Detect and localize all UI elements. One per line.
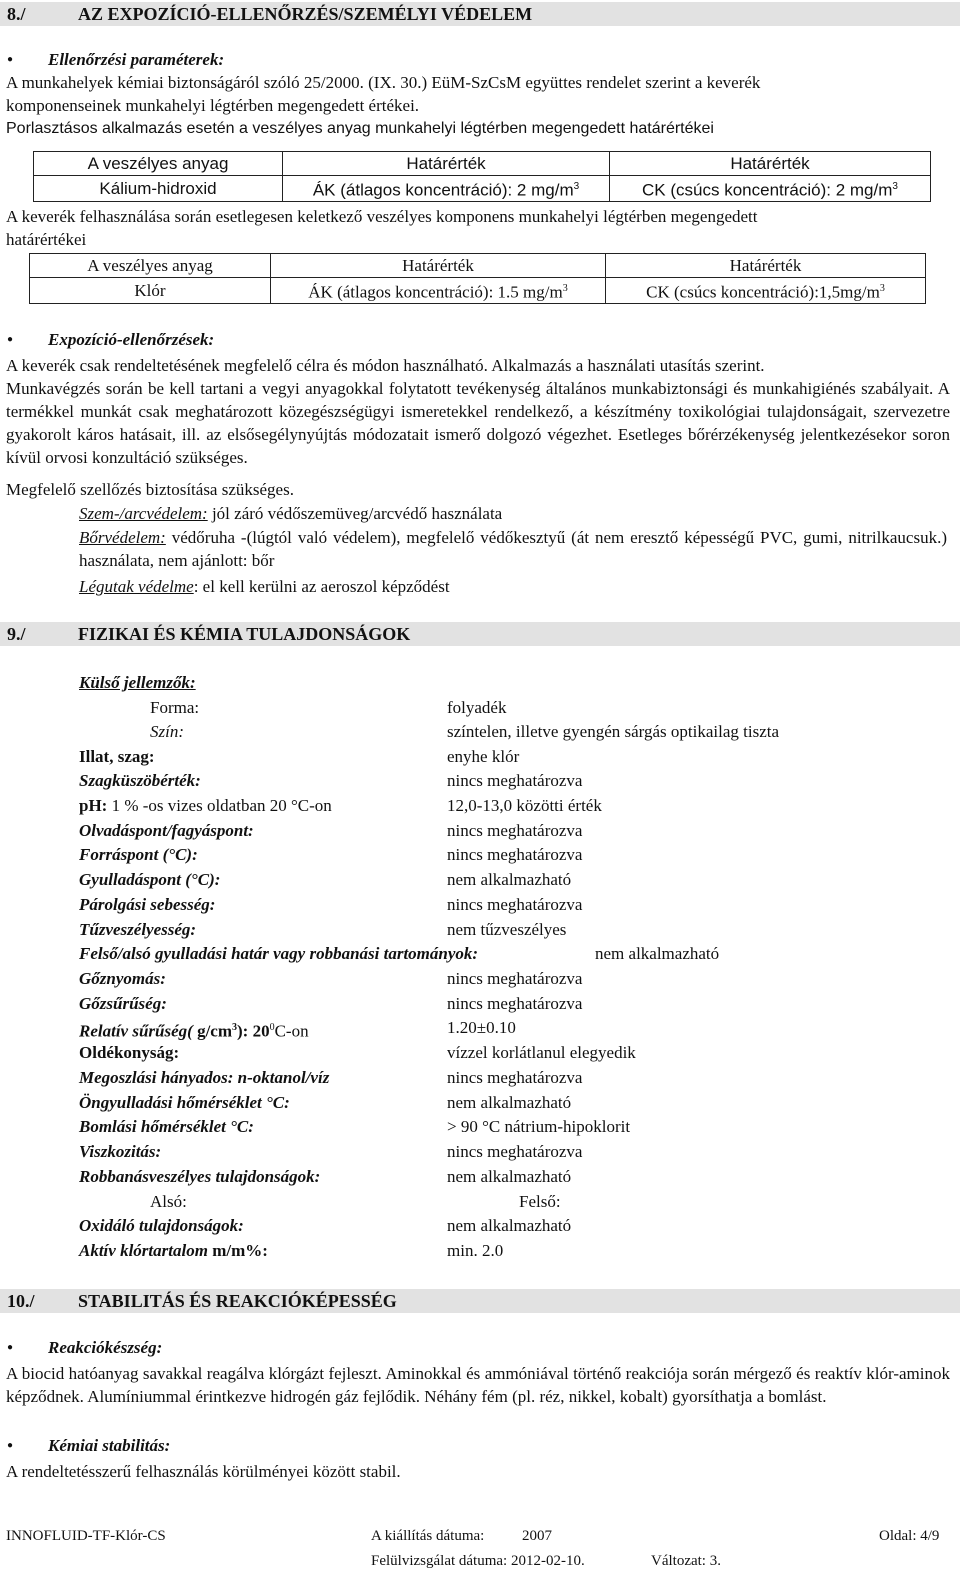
prop-value: nincs meghatározva (447, 895, 583, 914)
section-title: STABILITÁS ÉS REAKCIÓKÉPESSÉG (78, 1291, 397, 1311)
exposure-paragraph-3: Megfelelő szellőzés biztosítása szükséges. (6, 480, 294, 499)
prop-label: Illat, szag: (79, 747, 155, 766)
prop-value: nincs meghatározva (447, 771, 583, 790)
limit-table-chlorine (29, 253, 926, 304)
prop-label: Szín: (150, 722, 184, 741)
prop-label: Felső: (519, 1192, 561, 1211)
section-title: AZ EXPOZÍCIÓ-ELLENŐRZÉS/SZEMÉLYI VÉDELEM (78, 4, 533, 24)
prop-value: folyadék (447, 698, 507, 717)
table-row (34, 176, 931, 202)
bullet-icon: ● (7, 54, 14, 65)
prop-value: nincs meghatározva (447, 821, 583, 840)
prop-label: Öngyulladási hőmérséklet °C: (79, 1093, 290, 1112)
prop-label: Gyulladáspont (°C): (79, 870, 221, 889)
prop-value: nincs meghatározva (447, 969, 583, 988)
table-cell: ÁK (átlagos koncentráció): 1.5 $mg/m^3$ (271, 278, 606, 304)
section-8-header (0, 2, 960, 26)
respiratory-protection: Légutak védelme: el kell kerülni az aeroszol képződést (79, 577, 450, 596)
section-number: 10./ (7, 1291, 35, 1311)
table-cell: CK (csúcs koncentráció): 2 $mg/m^3$ (610, 176, 931, 202)
section-10-header (0, 1289, 960, 1313)
prop-value: nem alkalmazható (447, 870, 572, 889)
skin-protection: Bőrvédelem: védőruha -(lúgtól való védelem), megfelelő védőkesztyű (át nem eresztő képességű PVC, gumi, nitrilkaucsuk.) használata, nem ajánlott: bőr (79, 528, 947, 570)
prop-label: pH: 1 % -os vizes oldatban 20 °C-on (79, 796, 332, 815)
regulation-line-2: komponenseinek munkahelyi légtérben megengedett értékei. (6, 96, 420, 115)
prop-label: Viszkozitás: (79, 1142, 162, 1161)
prop-label: Aktív klórtartalom m/m%: (79, 1241, 268, 1260)
footer-issue-label: A kiállítás dátuma: (371, 1528, 485, 1544)
prop-value: nincs meghatározva (447, 845, 583, 864)
table-row (30, 278, 926, 304)
prop-value: színtelen, illetve gyengén sárgás optikailag tiszta (447, 722, 780, 741)
prop-label: Relatív sűrűség( $g/cm^3$): $20^0C-on$ (79, 1021, 309, 1041)
prop-label: Gőznyomás: (79, 969, 166, 988)
prop-value: 1.20±0.10 (447, 1018, 516, 1037)
table-cell: CK (csúcs $koncentráció):1,5mg/m^3$ (606, 278, 926, 304)
eye-protection: Szem-/arcvédelem: jól záró védőszemüveg/arcvédő használata (79, 504, 503, 523)
table-header: Határérték (606, 254, 926, 278)
prop-value: nem alkalmazható (447, 1093, 572, 1112)
prop-value: nincs meghatározva (447, 1068, 583, 1087)
prop-value: > 90 °C nátrium-hipoklorit (447, 1117, 631, 1136)
prop-label: Alsó: (150, 1192, 187, 1211)
footer-page: Oldal: 4/9 (879, 1528, 940, 1544)
prop-label: Tűzveszélyesség: (79, 920, 197, 939)
prop-label: Forma: (150, 698, 200, 717)
table-header: Határérték (271, 254, 606, 278)
section-9-header (0, 622, 960, 646)
regulation-line-1: A munkahelyek kémiai biztonságáról szóló 25/2000. (IX. 30.) EüM-SzCsM együttes rendelet szerint a keverék (6, 73, 761, 92)
table-header: A veszélyes anyag (34, 152, 283, 176)
prop-label: Gőzsűrűség: (79, 994, 167, 1013)
skin-protection-label: Bőrvédelem: (79, 528, 166, 547)
stability-text: A rendeltetésszerű felhasználás körülményei között stabil. (6, 1462, 401, 1481)
prop-label: Bomlási hőmérséklet °C: (79, 1117, 254, 1136)
exposure-paragraph-1: A keverék csak rendeltetésének megfelelő célra és módon használható. Alkalmazás a használati utasítás szerint. (6, 356, 765, 375)
exposure-paragraph-2: Munkavégzés során be kell tartani a vegyi anyagokkal folytatott tevékenység általános munkabiztonsági és munkahigiénés szabályait. A termékkel munkát csak meghatározott közegészségügyi ismeretekkel rendelkező, a készítmény toxikológiai tulajdonságait, szervezetre gyakorolt káros hatásait, ill. az elsősegélynyújtás módozatait ismerő dolgozó végezhet. Esetleges bőrérzékenység jelentkezésekor soron kívül orvosi konzultáció szükséges. (6, 379, 950, 467)
reactivity-text: A biocid hatóanyag savakkal reagálva klórgázt fejleszt. Aminokkal és ammóniával történő reakciója során mérgező és reaktív klór-aminok képződnek. Alumíniummal érintkezve hidrogén gáz fejlődik. Néhány fém (pl. réz, nikkel, kobalt) gyorsíthatja a bomlást. (6, 1364, 950, 1406)
prop-value: nem tűzveszélyes (447, 920, 567, 939)
prop-label: Oldékonyság: (79, 1043, 180, 1062)
footer-issue-date: 2007 (522, 1528, 552, 1544)
control-params-heading: Ellenőrzési paraméterek: (48, 50, 225, 69)
respiratory-protection-label: Légutak védelme (79, 577, 194, 596)
bullet-icon: ● (7, 1440, 14, 1451)
table-header: A veszélyes anyag (30, 254, 271, 278)
prop-value: 12,0-13,0 közötti érték (447, 796, 602, 815)
limit-table-potassium (33, 151, 931, 202)
prop-label: Olvadáspont/fagyáspont: (79, 821, 254, 840)
properties-heading: Külső jellemzők: (79, 673, 196, 692)
prop-label: Szagküszöbérték: (79, 771, 201, 790)
exposure-heading: Expozíció-ellenőrzések: (48, 330, 215, 349)
prop-label: Robbanásveszélyes tulajdonságok: (79, 1167, 321, 1186)
table-header-row (30, 254, 926, 278)
prop-value: nem alkalmazható (447, 1167, 572, 1186)
table-header: Határérték (610, 152, 931, 176)
prop-value: enyhe klór (447, 747, 520, 766)
prop-value: min. 2.0 (447, 1241, 504, 1260)
section-number: 9./ (7, 624, 26, 644)
prop-label: Felső/alsó gyulladási határ vagy robbanási tartományok: (79, 944, 479, 963)
prop-label: Forráspont (°C): (79, 845, 198, 864)
footer-review-date: Felülvizsgálat dátuma: 2012-02-10. (371, 1553, 585, 1569)
prop-value: nincs meghatározva (447, 994, 583, 1013)
eye-protection-label: Szem-/arcvédelem: (79, 504, 208, 523)
bullet-icon: ● (7, 334, 14, 345)
stability-heading: Kémiai stabilitás: (48, 1436, 171, 1455)
footer-product: INNOFLUID-TF-Klór-CS (6, 1528, 166, 1544)
prop-value: nem alkalmazható (447, 1216, 572, 1235)
mixture-note-2: határértékei (6, 230, 87, 249)
prop-value: nem alkalmazható (595, 944, 720, 963)
reactivity-heading: Reakciókészség: (48, 1338, 163, 1357)
prop-label: Oxidáló tulajdonságok: (79, 1216, 244, 1235)
table-header: Határérték (283, 152, 610, 176)
table-cell: ÁK (átlagos koncentráció): 2 $mg/m^3$ (283, 176, 610, 202)
footer-version: Változat: 3. (651, 1553, 721, 1569)
prop-label: Megoszlási hányados: n-oktanol/víz (79, 1068, 330, 1087)
table-cell: Kálium-hidroxid (34, 176, 283, 202)
bullet-icon: ● (7, 1342, 14, 1353)
prop-value: vízzel korlátlanul elegyedik (447, 1043, 636, 1062)
section-title: FIZIKAI ÉS KÉMIA TULAJDONSÁGOK (78, 624, 411, 644)
section-number: 8./ (7, 4, 26, 24)
table-cell: Klór (30, 278, 271, 304)
prop-value: nincs meghatározva (447, 1142, 583, 1161)
mixture-note-1: A keverék felhasználása során esetlegesen keletkező veszélyes komponens munkahelyi légtérben megengedett (6, 207, 758, 226)
prop-label: Párolgási sebesség: (79, 895, 216, 914)
table-header-row (34, 152, 931, 176)
spray-note: Porlasztásos alkalmazás esetén a veszélyes anyag munkahelyi légtérben megengedett határértékei (6, 120, 714, 137)
